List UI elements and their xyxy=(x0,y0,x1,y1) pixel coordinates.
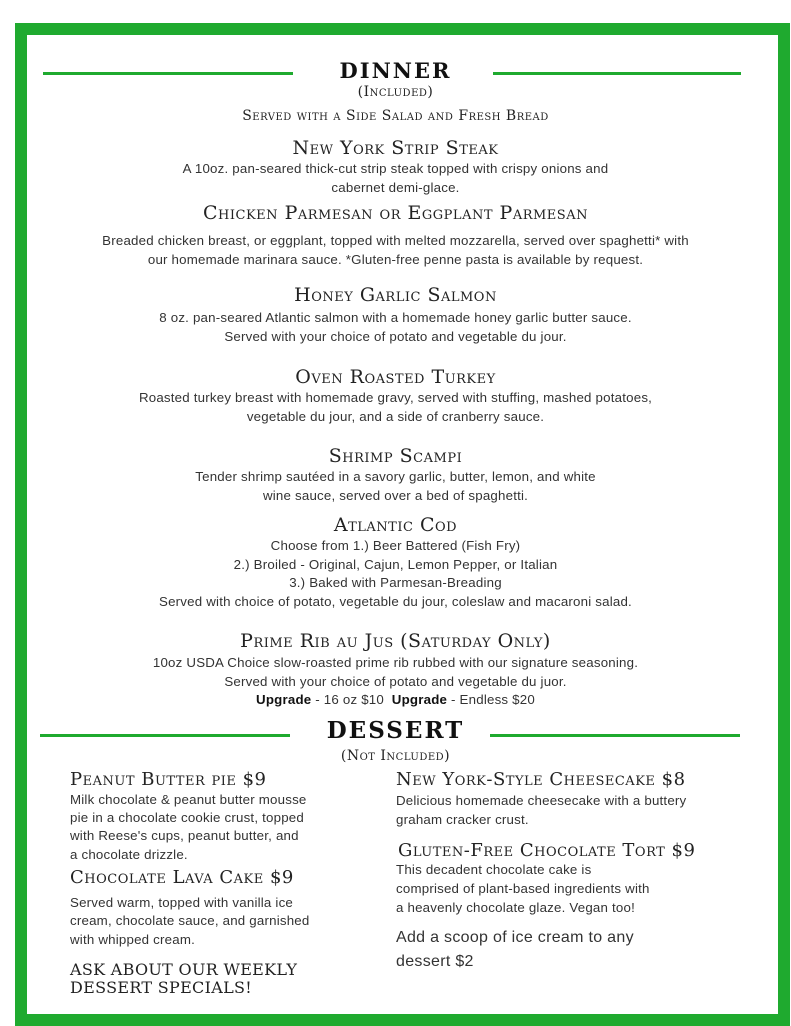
item-desc-line: Choose from 1.) Beer Battered (Fish Fry) xyxy=(270,538,521,553)
dessert-desc-line: This decadent chocolate cake is xyxy=(396,862,592,877)
dessert-title: DESSERT xyxy=(326,717,465,744)
upgrade-label: Upgrade xyxy=(256,692,312,707)
dessert-desc-line: with Reese's cups, peanut butter, and xyxy=(70,828,299,843)
dessert-desc-line: with whipped cream. xyxy=(70,932,196,947)
item-desc-line: cabernet demi-glace. xyxy=(331,180,460,195)
dessert-desc-line: Served warm, topped with vanilla ice xyxy=(70,895,294,910)
item-desc-line: Served with choice of potato, vegetable du jour, coleslaw and macaroni salad. xyxy=(159,594,632,609)
item-title-ny-strip: New York Strip Steak xyxy=(292,137,499,159)
item-desc-line: 3.) Baked with Parmesan-Breading xyxy=(289,575,502,590)
upgrade-text: - Endless $20 xyxy=(447,692,535,707)
item-desc-line: 2.) Broiled - Original, Cajun, Lemon Pepper, or Italian xyxy=(233,557,558,572)
item-desc-line: wine sauce, served over a bed of spaghetti. xyxy=(262,488,529,503)
dessert-desc-line: a heavenly chocolate glaze. Vegan too! xyxy=(396,900,635,915)
dessert-title-peanut-butter-pie: Peanut Butter pie $9 xyxy=(70,769,267,790)
dessert-desc-line: Milk chocolate & peanut butter mousse xyxy=(70,792,307,807)
dessert-desc-line: pie in a chocolate cookie crust, topped xyxy=(70,810,304,825)
dinner-subtitle: (Included) xyxy=(357,84,434,100)
item-title-salmon: Honey Garlic Salmon xyxy=(294,284,497,306)
upgrade-text: - 16 oz $10 xyxy=(311,692,392,707)
dessert-subtitle: (Not Included) xyxy=(340,748,451,764)
weekly-specials-line: ASK ABOUT OUR WEEKLY xyxy=(70,960,298,979)
item-desc-line: Breaded chicken breast, or eggplant, topped with melted mozzarella, served over spaghetti* with xyxy=(102,233,689,248)
upgrade-label: Upgrade xyxy=(391,692,448,707)
item-title-shrimp: Shrimp Scampi xyxy=(328,445,463,467)
ice-cream-scoop-line: Add a scoop of ice cream to any xyxy=(396,929,634,946)
dinner-served-with: Served with a Side Salad and Fresh Bread xyxy=(242,108,549,124)
item-desc-line: 10oz USDA Choice slow-roasted prime rib rubbed with our signature seasoning. xyxy=(152,655,639,670)
dessert-desc-line: graham cracker crust. xyxy=(396,812,529,827)
item-desc-line: Served with your choice of potato and vegetable du jour. xyxy=(224,329,567,344)
item-title-cod: Atlantic Cod xyxy=(333,514,458,536)
item-desc-line: A 10oz. pan-seared thick-cut strip steak topped with crispy onions and xyxy=(182,161,609,176)
dessert-title-cheesecake: New York-Style Cheesecake $8 xyxy=(396,769,686,790)
dessert-desc-line: a chocolate drizzle. xyxy=(70,847,188,862)
dinner-title: DINNER xyxy=(339,58,452,83)
item-desc-line: our homemade marinara sauce. *Gluten-free penne pasta is available by request. xyxy=(147,252,644,267)
item-title-prime-rib: Prime Rib au Jus (Saturday Only) xyxy=(240,630,551,652)
item-desc-line: 8 oz. pan-seared Atlantic salmon with a homemade honey garlic butter sauce. xyxy=(159,310,632,325)
item-desc-line: Served with your choice of potato and vegetable du juor. xyxy=(224,674,567,689)
item-desc-line: Tender shrimp sautéed in a savory garlic, butter, lemon, and white xyxy=(195,469,596,484)
dessert-desc-line: Delicious homemade cheesecake with a buttery xyxy=(396,793,687,808)
dessert-desc-line: comprised of plant-based ingredients with xyxy=(396,881,650,896)
dessert-title-lava-cake: Chocolate Lava Cake $9 xyxy=(70,867,294,888)
dessert-desc-line: cream, chocolate sauce, and garnished xyxy=(70,913,310,928)
upgrade-line xyxy=(0,690,791,709)
item-desc-line: vegetable du jour, and a side of cranberry sauce. xyxy=(246,409,545,424)
ice-cream-scoop-line: dessert $2 xyxy=(396,953,474,970)
item-title-chicken-parm: Chicken Parmesan or Eggplant Parmesan xyxy=(203,202,588,224)
item-desc-line: Roasted turkey breast with homemade gravy, served with stuffing, mashed potatoes, xyxy=(138,390,653,405)
item-title-turkey: Oven Roasted Turkey xyxy=(295,366,496,388)
weekly-specials-line: DESSERT SPECIALS! xyxy=(70,978,252,997)
dessert-title-gluten-free-tort: Gluten-Free Chocolate Tort $9 xyxy=(398,840,696,861)
